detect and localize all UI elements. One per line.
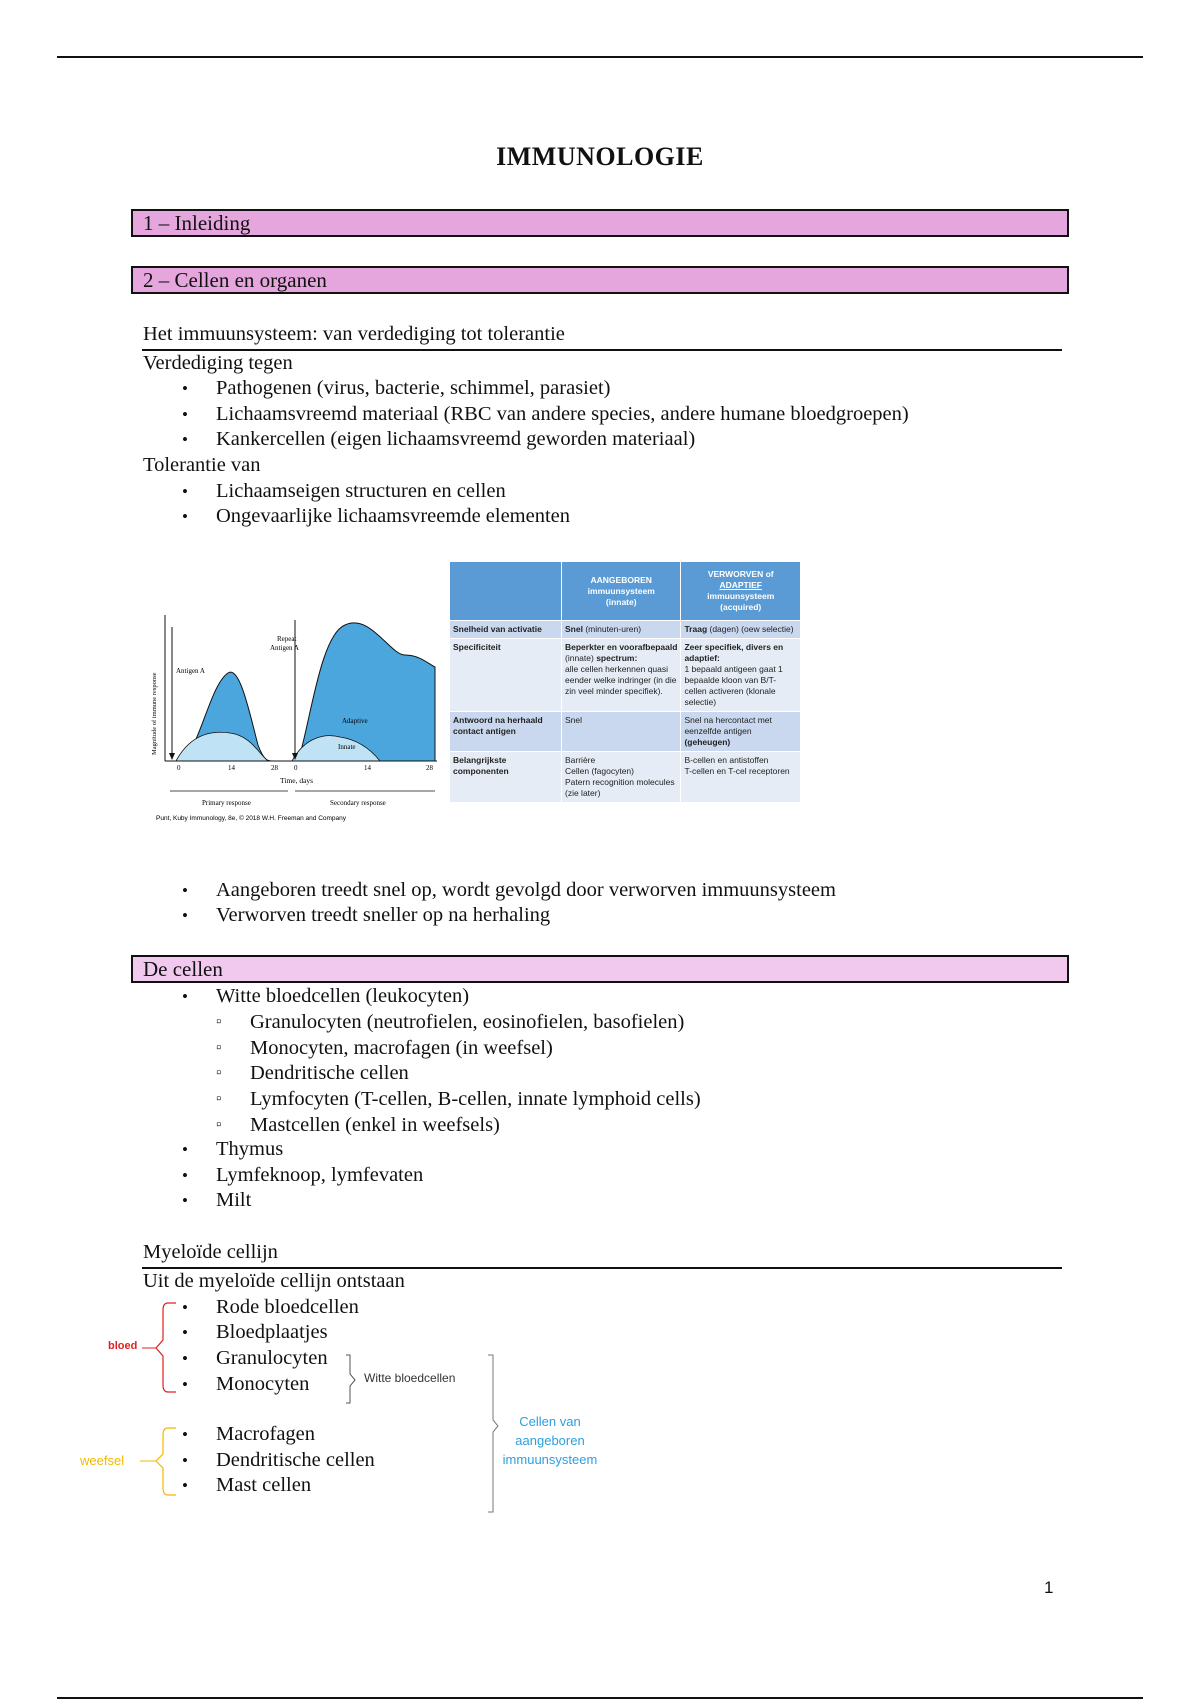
- myeloid-intro: Uit de myeloïde cellijn ontstaan: [143, 1270, 405, 1292]
- table-cell: Snel (minuten-uren): [562, 621, 681, 639]
- list-item: • Granulocyten: [216, 1346, 328, 1371]
- list-item: • Milt: [216, 1188, 251, 1213]
- row-header: Antwoord na herhaald contact antigen: [450, 712, 562, 752]
- innate-label-line: immuunsysteem: [502, 1452, 598, 1467]
- list-item: • Macrofagen: [216, 1422, 315, 1447]
- header-text: (innate): [605, 596, 637, 607]
- weefsel-bracket: [156, 1428, 176, 1495]
- list-item: • Lymfeknoop, lymfevaten: [216, 1163, 423, 1188]
- section-inleiding: 1 – Inleiding: [131, 209, 1069, 237]
- tolerance-label: Tolerantie van: [143, 454, 261, 476]
- list-item: • Rode bloedcellen: [216, 1295, 359, 1320]
- page-title: IMMUNOLOGIE: [496, 142, 704, 171]
- bloed-label: bloed: [108, 1340, 138, 1352]
- immune-heading: Het immuunsysteem: van verdediging tot tolerantie: [143, 323, 565, 345]
- myeloid-heading: Myeloïde cellijn: [143, 1241, 278, 1263]
- row-header: Belangrijkste componenten: [450, 752, 562, 803]
- list-item: • Lichaamseigen structuren en cellen: [216, 479, 506, 504]
- table-cell: Beperkter en voorafbepaald (innate) spectrum: alle cellen herkennen quasi eender welke indringer (in die zin veel minder specifiek).: [562, 639, 681, 712]
- innate-bracket: [488, 1355, 498, 1512]
- sub-list-item: ▫ Lymfocyten (T-cellen, B-cellen, innate lymphoid cells): [250, 1087, 701, 1112]
- adaptive-label: Adaptive: [342, 717, 368, 725]
- repeat-label-2: Antigen A: [270, 644, 299, 652]
- list-item: • Kankercellen (eigen lichaamsvreemd geworden materiaal): [216, 427, 695, 452]
- list-item: • Thymus: [216, 1137, 283, 1162]
- list-item: • Ongevaarlijke lichaamsvreemde elementen: [216, 504, 570, 529]
- primary-response-label: Primary response: [202, 799, 251, 807]
- tick-label: 0: [177, 764, 181, 772]
- repeat-label: Repeat: [277, 635, 297, 643]
- bloed-bracket: [156, 1303, 176, 1392]
- table-cell: Snel na hercontact met eenzelfde antigen (geheugen): [681, 712, 801, 752]
- header-text: immuunsysteem: [707, 591, 775, 601]
- list-item: • Monocyten: [216, 1372, 309, 1397]
- tick-label: 28: [426, 764, 433, 772]
- sub-list-item: ▫ Granulocyten (neutrofielen, eosinofielen, basofielen): [250, 1010, 684, 1035]
- table-cell: Snel: [562, 712, 681, 752]
- tick-label: 14: [228, 764, 235, 772]
- sub-list-item: ▫ Monocyten, macrofagen (in weefsel): [250, 1036, 553, 1061]
- figure-credit: Punt, Kuby Immunology, 8e, © 2018 W.H. Freeman and Company: [156, 815, 347, 822]
- secondary-response-label: Secondary response: [330, 799, 386, 807]
- x-axis-label: Time, days: [280, 776, 314, 785]
- header-text: ADAPTIEF: [719, 580, 762, 590]
- list-item: • Lichaamsvreemd materiaal (RBC van andere species, andere humane bloedgroepen): [216, 402, 909, 427]
- section-cellen-organen: 2 – Cellen en organen: [131, 266, 1069, 294]
- defense-label: Verdediging tegen: [143, 352, 293, 374]
- row-header: Specificiteit: [450, 639, 562, 712]
- innate-label-line: aangeboren: [515, 1433, 585, 1448]
- list-item: • Aangeboren treedt snel op, wordt gevolgd door verworven immuunsysteem: [216, 878, 836, 903]
- antigen-a-label: Antigen A: [176, 667, 205, 675]
- list-item: • Pathogenen (virus, bacterie, schimmel, parasiet): [216, 376, 611, 401]
- list-item: • Verworven treedt sneller op na herhaling: [216, 903, 550, 928]
- table-cell: Traag (dagen) (oew selectie): [681, 621, 801, 639]
- list-item: • Bloedplaatjes: [216, 1320, 328, 1345]
- innate-label: Innate: [338, 743, 356, 751]
- row-header: Snelheid van activatie: [450, 621, 562, 639]
- section-de-cellen: De cellen: [131, 955, 1069, 983]
- header-text: immuunsysteem: [587, 585, 655, 596]
- sub-list-item: ▫ Mastcellen (enkel in weefsels): [250, 1113, 500, 1138]
- innate-label: [498, 1412, 602, 1469]
- header-text: AANGEBOREN: [590, 574, 652, 585]
- innate-label-line: Cellen van: [519, 1414, 581, 1429]
- list-item: • Mast cellen: [216, 1473, 311, 1498]
- list-item: • Dendritische cellen: [216, 1448, 375, 1473]
- sub-list-item: ▫ Dendritische cellen: [250, 1061, 409, 1086]
- witte-bloedcellen-label: Witte bloedcellen: [364, 1371, 456, 1385]
- y-axis-label: Magnitude of immune response: [151, 672, 158, 755]
- tick-label: 0: [294, 764, 298, 772]
- weefsel-label: weefsel: [80, 1453, 125, 1468]
- header-text: VERWORVEN of: [707, 569, 774, 579]
- tick-label: 28: [271, 764, 278, 772]
- list-item: • Witte bloedcellen (leukocyten): [216, 984, 469, 1009]
- table-cell: B-cellen en antistoffen T-cellen en T-cel receptoren: [681, 752, 801, 803]
- witte-bracket: [346, 1355, 355, 1403]
- tick-label: 14: [364, 764, 371, 772]
- header-text: (acquired): [720, 602, 762, 612]
- table-cell: Zeer specifiek, divers en adaptief: 1 bepaald antigeen gaat 1 bepaalde kloon van B/T-cellen activeren (klonale selectie): [681, 639, 801, 712]
- page-number: 1: [1044, 1578, 1054, 1597]
- table-cell: Barrière Cellen (fagocyten) Patern recognition molecules (zie later): [562, 752, 681, 803]
